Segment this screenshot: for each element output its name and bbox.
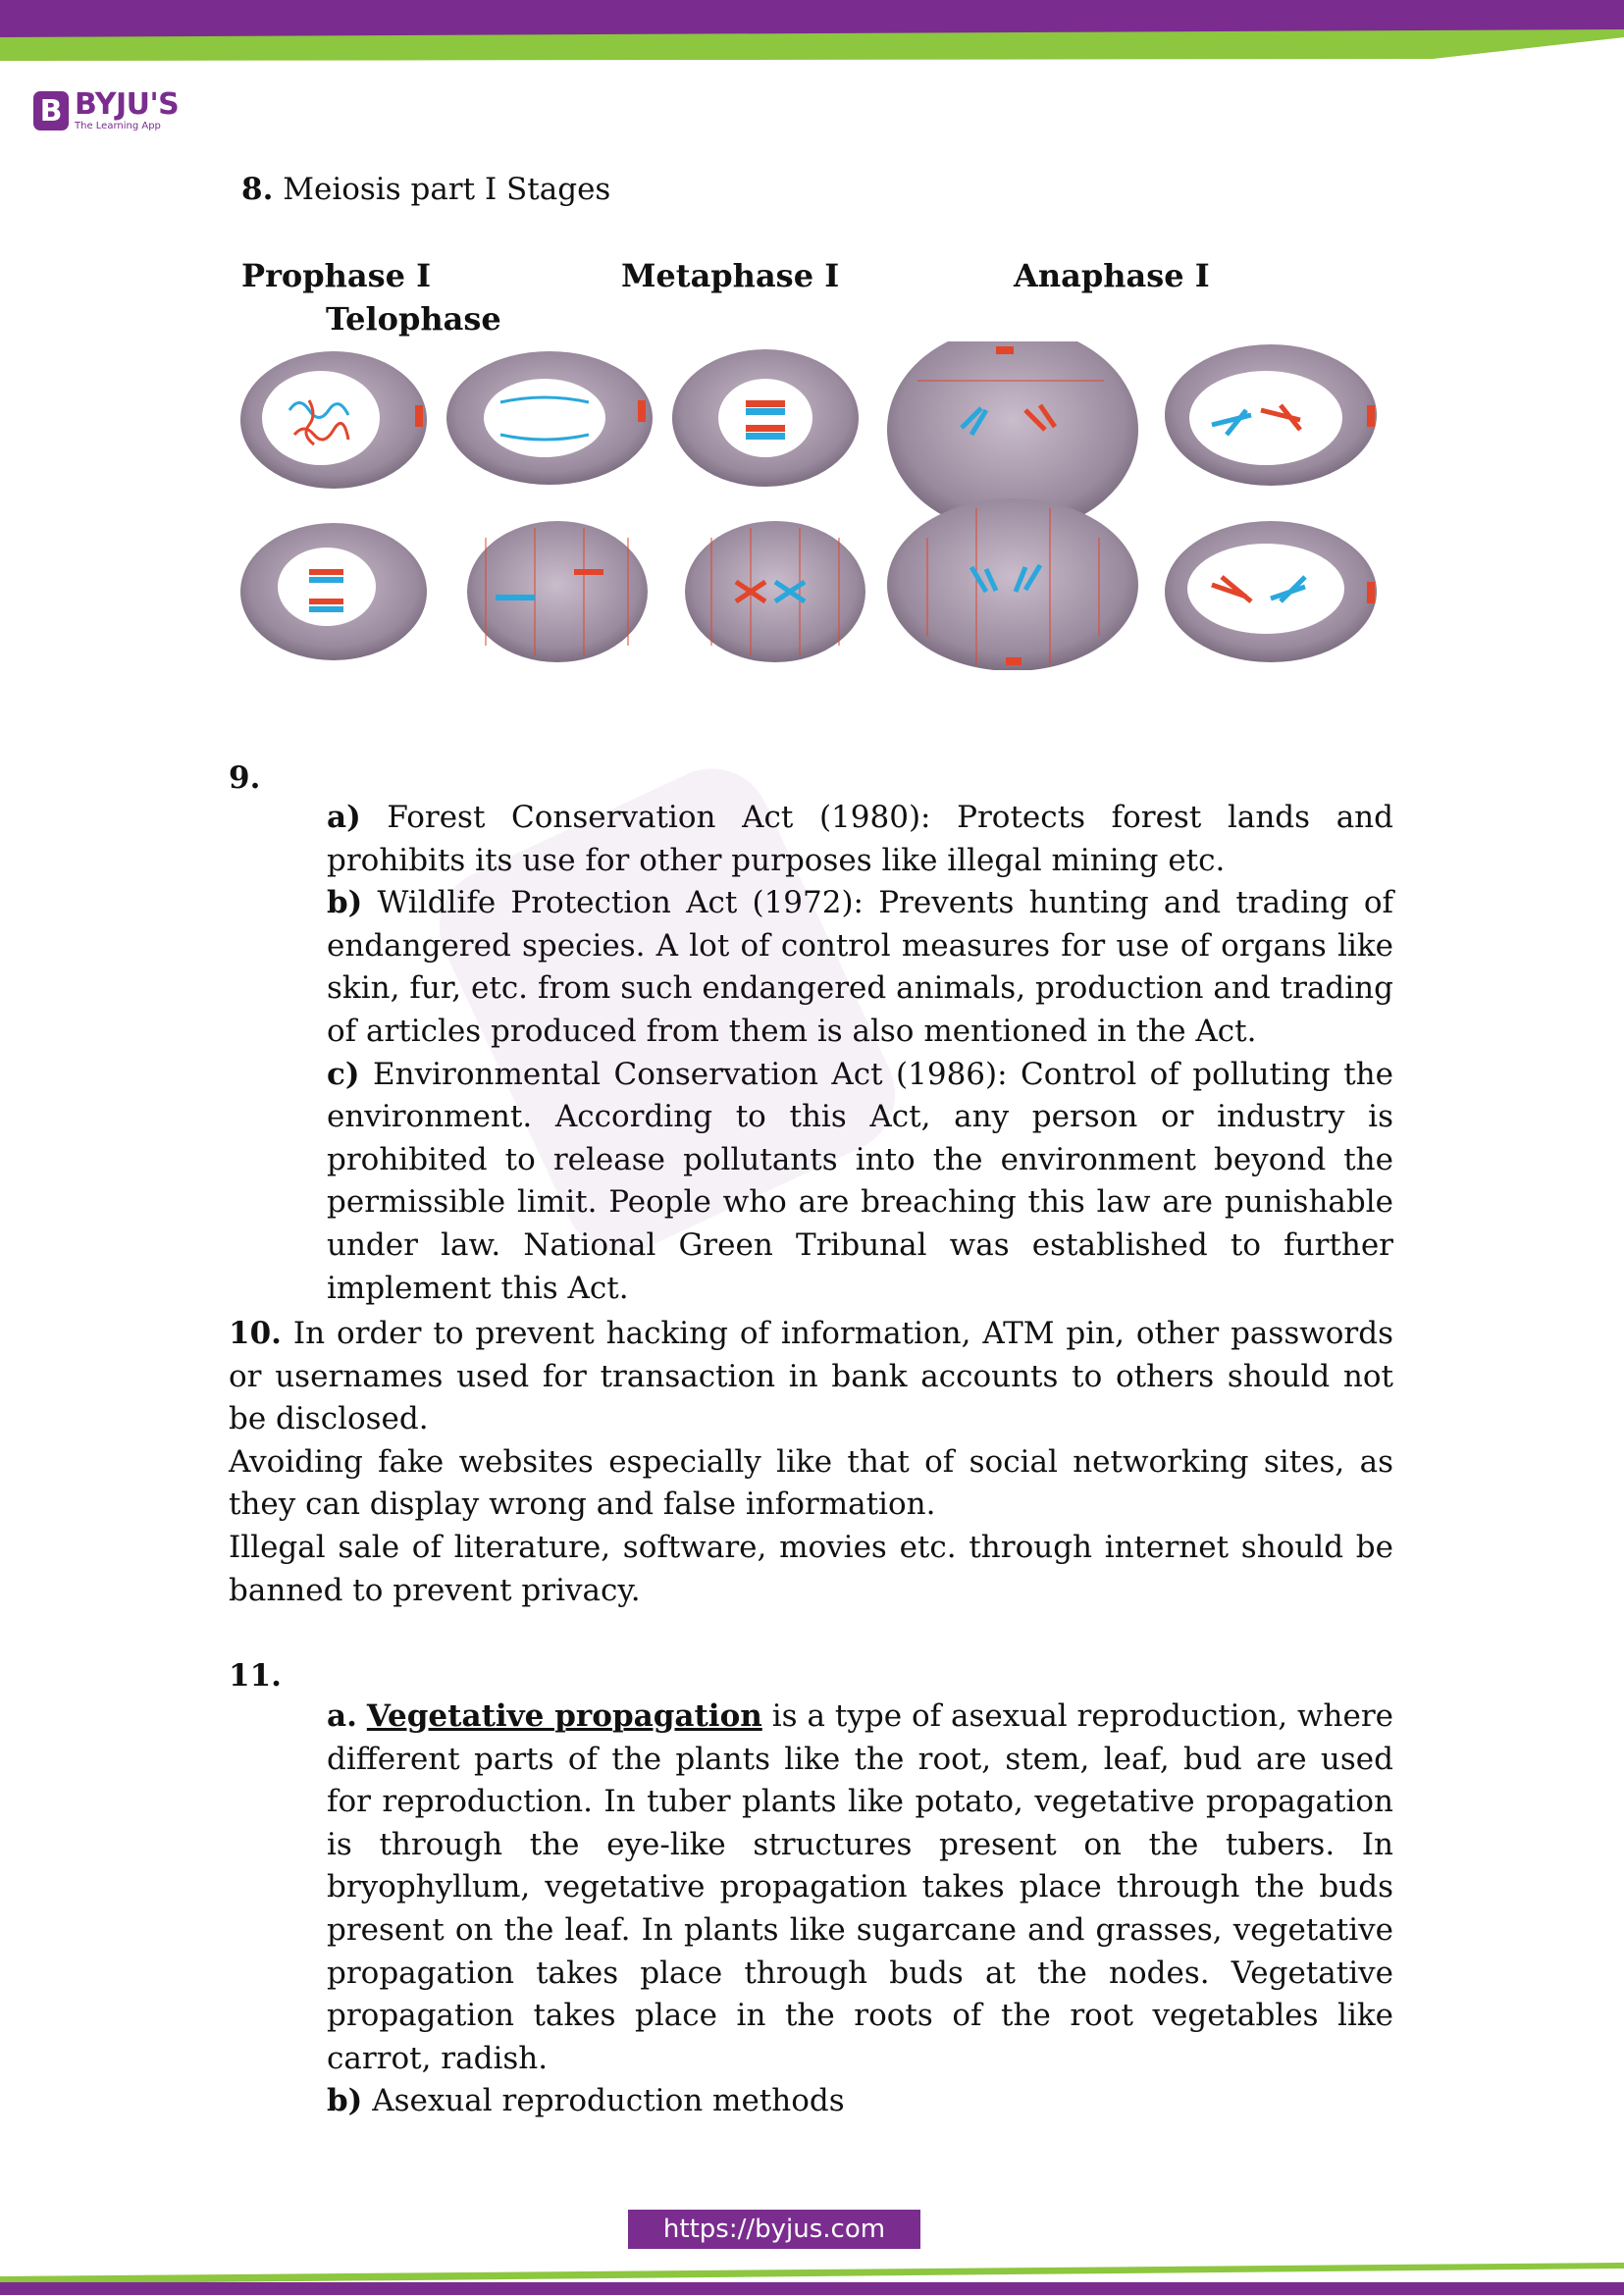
q10-line-1 xyxy=(229,1313,1393,1441)
cell-prophase-1 xyxy=(240,351,427,489)
cell-metaphase-1 xyxy=(672,349,859,487)
q8-number: 8. xyxy=(241,172,274,207)
q11-a-text: is a type of asexual reproduction, where different parts of the plants like the root, stem, leaf, bud are used for reproduction. In tuber plants like potato, vegetative propagation is through the eye-like structures present on the tubers. In bryophyllum, vegetative propagation takes place through the buds present on the leaf. In plants like sugarcane and grasses, vegetative propagation takes place through buds at the nodes. Vegetative propagation takes place in the roots of the root vegetables like carrot, radish. xyxy=(327,1698,1393,2076)
q8-heading xyxy=(241,172,610,207)
q9-answer xyxy=(327,797,1393,1310)
q9-item-b xyxy=(327,882,1393,1053)
cell-metaphase-2 xyxy=(685,521,865,662)
q9-item-a-text: Forest Conservation Act (1980): Protects forest lands and prohibits its use for other purposes like illegal mining etc. xyxy=(327,800,1393,878)
q11-a-term: Vegetative propagation xyxy=(366,1698,762,1734)
q11-answer-b xyxy=(327,2080,1393,2123)
q10-line-3: Illegal sale of literature, software, movies etc. through internet should be banned to prevent privacy. xyxy=(229,1529,1393,1608)
stage-label-prophase: Prophase I xyxy=(241,257,432,294)
cell-prophase-3 xyxy=(240,523,427,660)
logo-name: BYJU'S xyxy=(75,87,180,122)
meiosis-stages-illustration xyxy=(240,341,1379,670)
logo-tagline: The Learning App xyxy=(75,121,161,131)
q11-answer-a xyxy=(327,1695,1393,2080)
byjus-logo xyxy=(33,87,180,131)
q10-number: 10. xyxy=(229,1316,282,1351)
footer-url-link[interactable]: https://byjus.com xyxy=(628,2210,920,2249)
q8-title: Meiosis part I Stages xyxy=(283,172,611,207)
q9-item-b-text: Wildlife Protection Act (1972): Prevents hunting and trading of endangered species. A lot of control measures for use of organs like skin, fur, etc. from such endangered animals, production and trading of articles produced from them is also mentioned in the Act. xyxy=(327,885,1393,1049)
q11-a-label: a. xyxy=(327,1698,357,1734)
stage-label-anaphase: Anaphase I xyxy=(1014,257,1210,294)
cell-telophase-1 xyxy=(1165,344,1377,486)
stage-label-telophase: Telophase xyxy=(326,300,501,338)
q9-number: 9. xyxy=(229,760,261,796)
footer-band xyxy=(0,2257,1624,2295)
q9-item-c-label: c) xyxy=(327,1056,360,1092)
q9-item-c xyxy=(327,1054,1393,1311)
cell-prophase-4 xyxy=(467,521,648,662)
header-band xyxy=(0,0,1624,61)
q9-item-c-text: Environmental Conservation Act (1986): Control of polluting the environment. According to this Act, any person or industry is prohibited to release pollutants into the environment beyond the permissible limit. People who are breaching this law are punishable under law. National Green Tribunal was established to further implement this Act. xyxy=(327,1056,1393,1306)
cell-telophase-2 xyxy=(1165,521,1377,662)
q9-item-a-label: a) xyxy=(327,800,361,835)
logo-mark: B xyxy=(33,91,69,130)
cell-anaphase-2 xyxy=(887,498,1138,670)
q11-b-text: Asexual reproduction methods xyxy=(372,2083,845,2118)
q10-line-1-text: In order to prevent hacking of information, ATM pin, other passwords or usernames used for transaction in bank accounts to others should not be disclosed. xyxy=(229,1316,1394,1437)
stage-label-metaphase: Metaphase I xyxy=(621,257,840,294)
q9-item-b-label: b) xyxy=(327,885,363,921)
q10-answer xyxy=(229,1313,1393,1612)
q9-item-a xyxy=(327,797,1393,882)
q10-line-2: Avoiding fake websites especially like that of social networking sites, as they can display wrong and false information. xyxy=(229,1443,1393,1523)
q11-number: 11. xyxy=(229,1658,282,1694)
q11-b-label: b) xyxy=(327,2083,363,2118)
cell-prophase-2 xyxy=(446,351,653,485)
